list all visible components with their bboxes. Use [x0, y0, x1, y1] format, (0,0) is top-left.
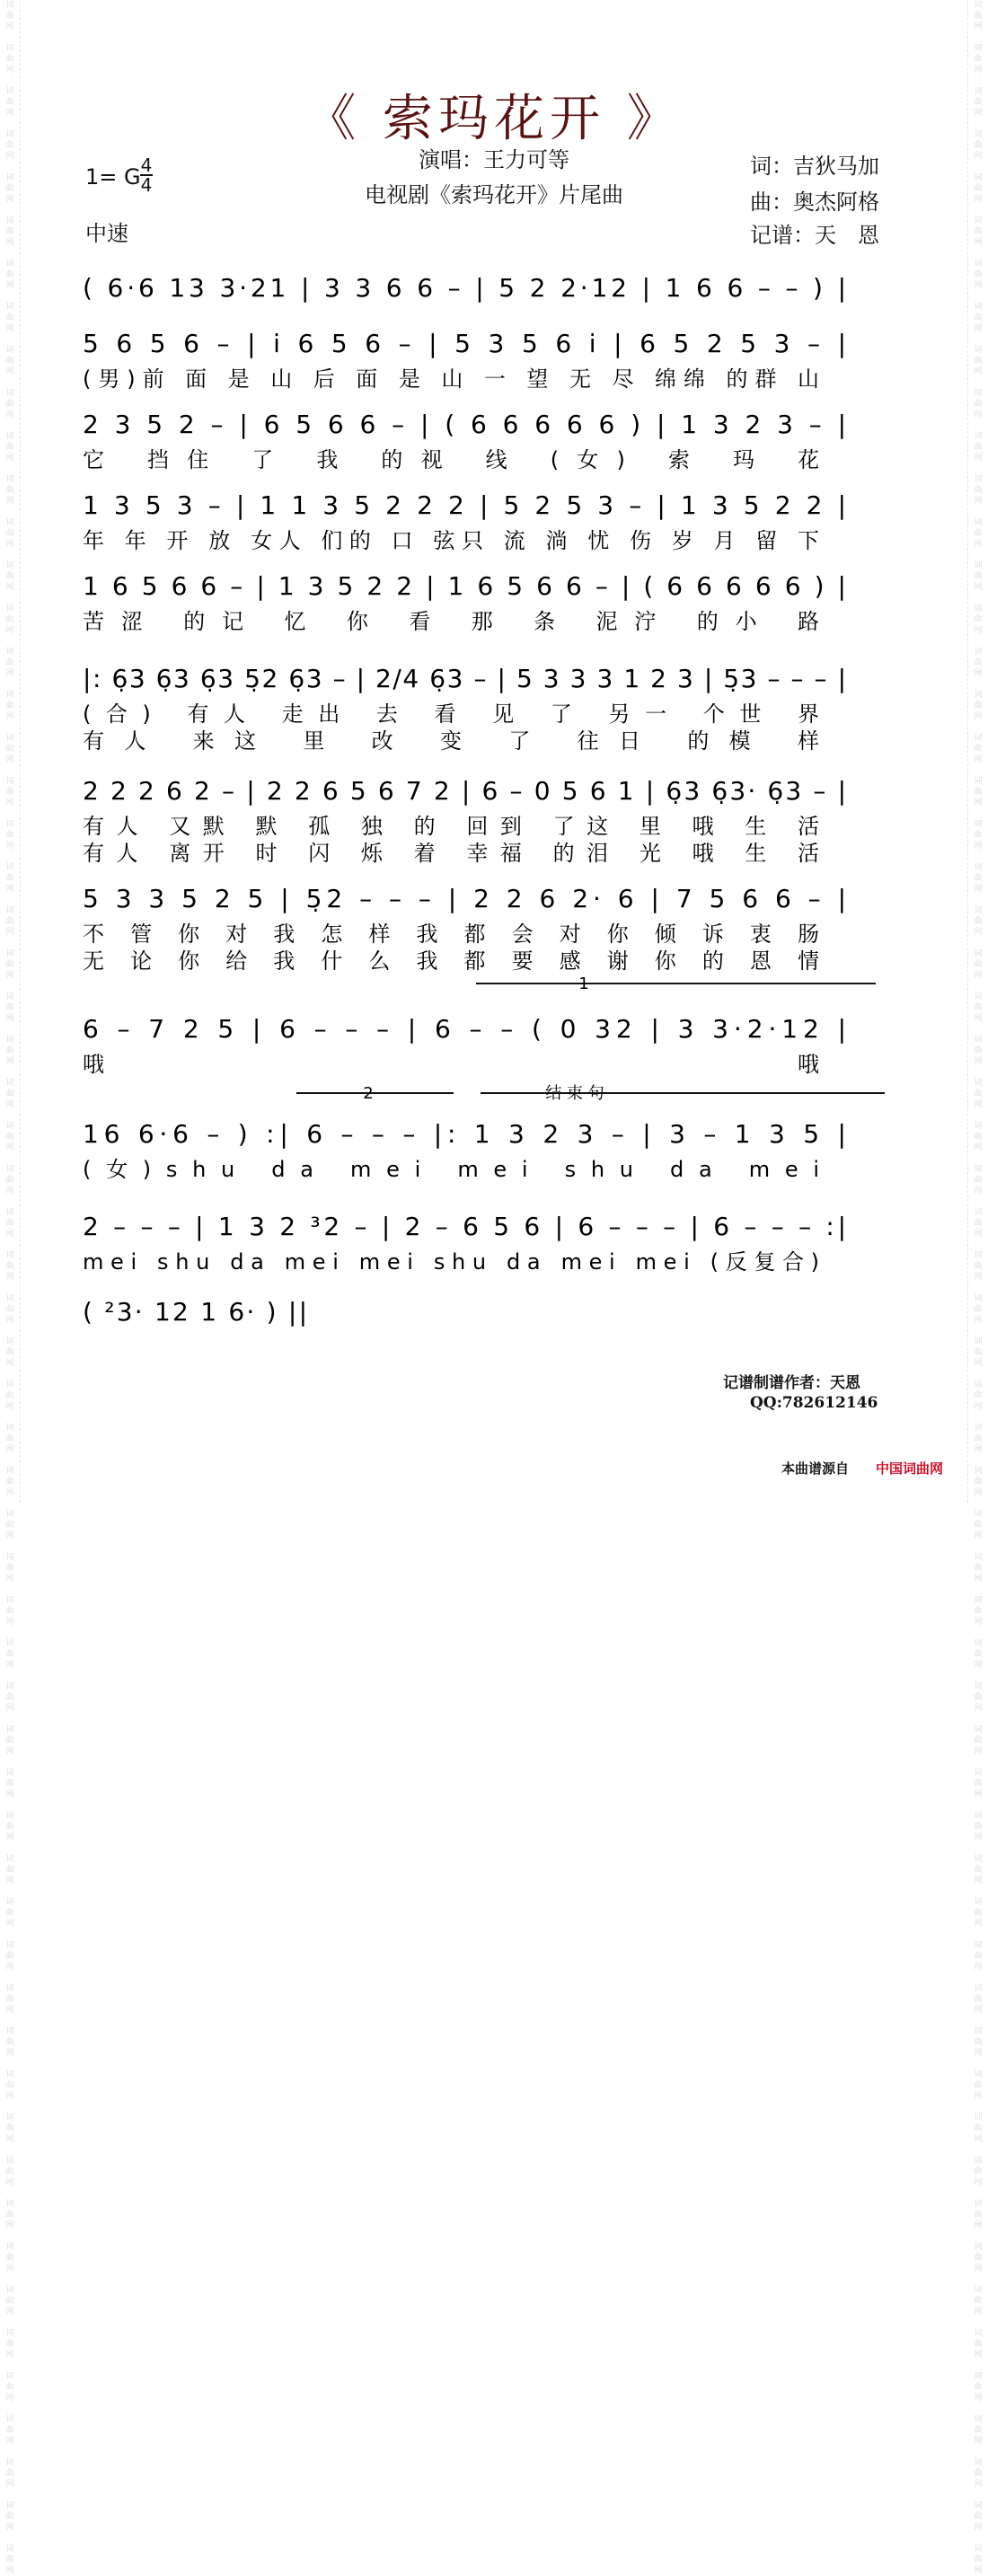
tempo: 中速	[85, 221, 128, 246]
lyric-line: 无 论 你 给 我 什 么 我 都 要 感 谢 你 的 恩 情	[83, 948, 819, 974]
lyric-line: 有人 来这 里 改 变 了 往日 的模 样	[83, 728, 819, 754]
lyricist: 词：吉狄马加	[750, 154, 879, 179]
lyric-line: 年 年 开 放 女人 们的 口 弦只 流 淌 忧 伤 岁 月 留 下	[83, 528, 820, 553]
song-title: 《 索玛花开 》	[305, 90, 683, 148]
volta-label: 2	[363, 1084, 374, 1103]
lyric-line: (男)前 面 是 山 后 面 是 山 一 望 无 尽 绵绵 的群 山	[83, 366, 820, 392]
notation-row: 5 6 5 6 – | i 6 5 6 – | 5 3 5 6 i | 6 5 2 5 3 – |	[83, 329, 847, 358]
notation-row: 16 6·6 – ) :| 6 – – – |: 1 3 2 3 – | 3 – 1 3 5 |	[83, 1119, 846, 1149]
lyric-line: (合) 有人 走出 去 看 见 了 另一 个世 界	[83, 701, 819, 727]
source-label: 本曲谱源自	[781, 1460, 850, 1477]
notation-row: 1 6 5 6 6 – | 1 3 5 2 2 | 1 6 5 6 6 – | ( 6 6 6 6 6 ) |	[83, 571, 846, 601]
maker-credit: 记谱制谱作者：天恩	[723, 1374, 860, 1392]
notation-row: 5 3 3 5 2 5 | 5̣2 – – – | 2 2 6 2· 6 | 7 5 6 6 – |	[83, 884, 847, 913]
composer: 曲：奥杰阿格	[750, 190, 879, 215]
notation-row: 2 2 2 6 2 – | 2 2 6 5 6 7 2 | 6 – 0 5 6 1 | 6̣3 6̣3· 6̣3 – |	[83, 776, 847, 806]
lyric-line: 哦 哦	[83, 1052, 819, 1077]
notation-row: 1 3 5 3 – | 1 1 3 5 2 2 2 | 5 2 5 3 – | 1 3 5 2 2 |	[83, 490, 847, 520]
lyric-line: 有人 又默 默 孤 独 的 回到 了这 里 哦 生 活	[83, 814, 819, 839]
lyric-line: (女)shu da mei mei shu da mei	[83, 1157, 820, 1182]
notation-row: 2 – – – | 1 3 2 ³2 – | 2 – 6 5 6 | 6 – – – | 6 – – – :|	[83, 1212, 847, 1241]
key-signature: 1= G	[85, 164, 141, 190]
notation-row: 2 3 5 2 – | 6 5 6 6 – | ( 6 6 6 6 6 ) | 1 3 2 3 – |	[83, 410, 847, 439]
lyric-line: 它 挡住 了 我 的视 线 (女) 索 玛 花	[83, 447, 819, 472]
lyric-line: mei shu da mei mei shu da mei mei (反复合)	[83, 1249, 819, 1275]
singer: 演唱：王力可等	[419, 147, 569, 172]
lyric-line: 不 管 你 对 我 怎 样 我 都 会 对 你 倾 诉 衷 肠	[83, 922, 819, 947]
transcriber: 记谱：天 恩	[750, 223, 879, 248]
qq-number: QQ:782612146	[750, 1394, 878, 1412]
volta-label: 结 束 句	[545, 1084, 604, 1103]
notation-row: ( ²3· 12 1 6· ) ||	[83, 1297, 307, 1327]
notation-row: 6 – 7 2 5 | 6 – – – | 6 – – ( 0 32 | 3 3·2·12 |	[83, 1014, 847, 1044]
time-top: 4	[140, 154, 153, 176]
notation-row: |: 6̣3 6̣3 6̣3 5̣2 6̣3 – | 2/4 6̣3 – | 5 3 3 3 1 2 3 | 5̣3 – – – |	[83, 664, 846, 693]
watermark-text: 词 曲 网 词 曲 网 词 曲 网 词 曲 网 词 曲 网 词 曲 网 词 曲 网 词 曲 网 词 曲 网 词 曲 网 词 曲 网 词 曲 网 词 曲 网 词 曲 网 词 曲 网 词 曲 网 词 曲 网 词 曲 网 词 曲 网 词 曲 网 词 曲 网 词 曲 网 词 曲 网 词 曲 网 词 曲 网 词 曲 网 词 曲 网 词 曲 网 词 曲 网 词 曲 网 词 曲 网 词 曲 网 词 曲 网 词 曲 网 词 曲 网 词 曲 网 词 曲 网 词 曲 网 词 曲 网 词 曲 网 词 曲 网 词 曲 网 词 曲 网 词 曲 网 词 曲 网 词 曲 网 词 曲 网 词 曲 网 词 曲 网 词 曲 网 词 曲 网 词 曲 网 词 曲 网 词 曲 网 词 曲 网 词 曲 网 词 曲 网 词 曲 网 词 曲 网 词 曲 网	[5, 1, 14, 2575]
watermark-text: 词 曲 网 词 曲 网 词 曲 网 词 曲 网 词 曲 网 词 曲 网 词 曲 网 词 曲 网 词 曲 网 词 曲 网 词 曲 网 词 曲 网 词 曲 网 词 曲 网 词 曲 网 词 曲 网 词 曲 网 词 曲 网 词 曲 网 词 曲 网 词 曲 网 词 曲 网 词 曲 网 词 曲 网 词 曲 网 词 曲 网 词 曲 网 词 曲 网 词 曲 网 词 曲 网 词 曲 网 词 曲 网 词 曲 网 词 曲 网 词 曲 网 词 曲 网 词 曲 网 词 曲 网 词 曲 网 词 曲 网 词 曲 网 词 曲 网 词 曲 网 词 曲 网 词 曲 网 词 曲 网 词 曲 网 词 曲 网 词 曲 网 词 曲 网 词 曲 网 词 曲 网 词 曲 网 词 曲 网 词 曲 网 词 曲 网 词 曲 网 词 曲 网 词 曲 网 词 曲 网	[974, 1, 983, 2575]
site-name: 中国词曲网	[876, 1460, 944, 1477]
volta-label: 1	[578, 975, 589, 993]
lyric-line: 有人 离开 时 闪 烁 着 幸福 的泪 光 哦 生 活	[83, 841, 819, 866]
drama-source: 电视剧《索玛花开》片尾曲	[365, 182, 623, 207]
time-bottom: 4	[140, 174, 153, 196]
notation-row: ( 6·6 13 3·21 | 3 3 6 6 – | 5 2 2·12 | 1 6 6 – – ) |	[83, 273, 846, 303]
lyric-line: 苦涩 的记 忆 你 看 那 条 泥泞 的小 路	[83, 609, 820, 634]
